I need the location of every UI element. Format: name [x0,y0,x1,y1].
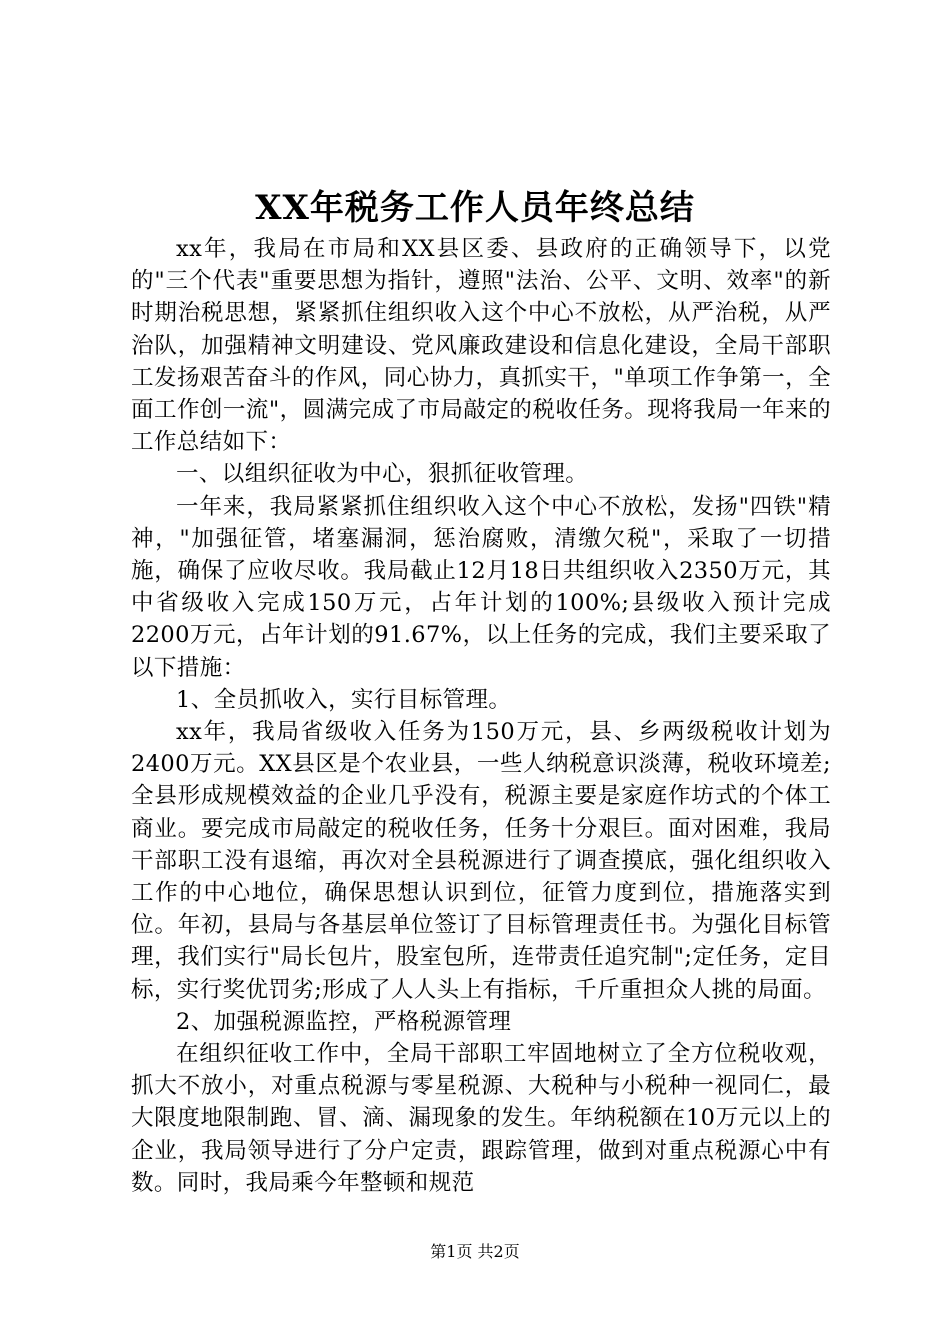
page-number-footer: 第1页 共2页 [430,1242,520,1261]
section-heading-1: 一、以组织征收为中心，狠抓征收管理。 [176,461,589,488]
paragraph-intro: xx年，我局在市局和XX县区委、县政府的正确领导下，以党的"三个代表"重要思想为指针，遵照"法治、公平、文明、效率"的新时期治税思想，紧紧抓住组织收入这个中心不放松，从严治税，从严治队，加强精神文明建设、党风廉政建设和信息化建设，全局干部职工发扬艰苦奋斗的作风，同心协力，真抓实干，"单项工作争第一，全面工作创一流"，圆满完成了市局敲定的税收任务。现将我局一年来的工作总结如下： [131,236,831,456]
paragraph-subsection-1: xx年，我局省级收入任务为150万元，县、乡两级税收计划为2400万元。XX县区是个农业县，一些人纳税意识淡薄，税收环境差;全县形成规模效益的企业几乎没有，税源主要是家庭作坊式的个体工商业。要完成市局敲定的税收任务，任务十分艰巨。面对困难，我局干部职工没有退缩，再次对全县税源进行了调查摸底，强化组织收入工作的中心地位，确保思想认识到位，征管力度到位，措施落实到位。年初，县局与各基层单位签订了目标管理责任书。为强化目标管理，我们实行"局长包片，股室包所，连带责任追究制";定任务，定目标，实行奖优罚劣;形成了人人头上有指标，千斤重担众人挑的局面。 [131,719,831,1003]
subsection-heading-2: 2、加强税源监控，严格税源管理 [176,1008,512,1035]
document-body [131,233,831,1199]
subsection-heading-1: 1、全员抓收入，实行目标管理。 [176,686,512,713]
paragraph-section-1: 一年来，我局紧紧抓住组织收入这个中心不放松，发扬"四铁"精神，"加强征管，堵塞漏洞，惩治腐败，清缴欠税"，采取了一切措施，确保了应收尽收。我局截止12月18日共组织收入2350万元，其中省级收入完成150万元，占年计划的100%;县级收入预计完成2200万元，占年计划的91.67%，以上任务的完成，我们主要采取了以下措施： [131,493,831,681]
paragraph-subsection-2: 在组织征收工作中，全局干部职工牢固地树立了全方位税收观，抓大不放小，对重点税源与零星税源、大税种与小税种一视同仁，最大限度地限制跑、冒、滴、漏现象的发生。年纳税额在10万元以上的企业，我局领导进行了分户定责，跟踪管理，做到对重点税源心中有数。同时，我局乘今年整顿和规范 [131,1041,831,1196]
document-title: XX年税务工作人员年终总结 [255,188,695,228]
